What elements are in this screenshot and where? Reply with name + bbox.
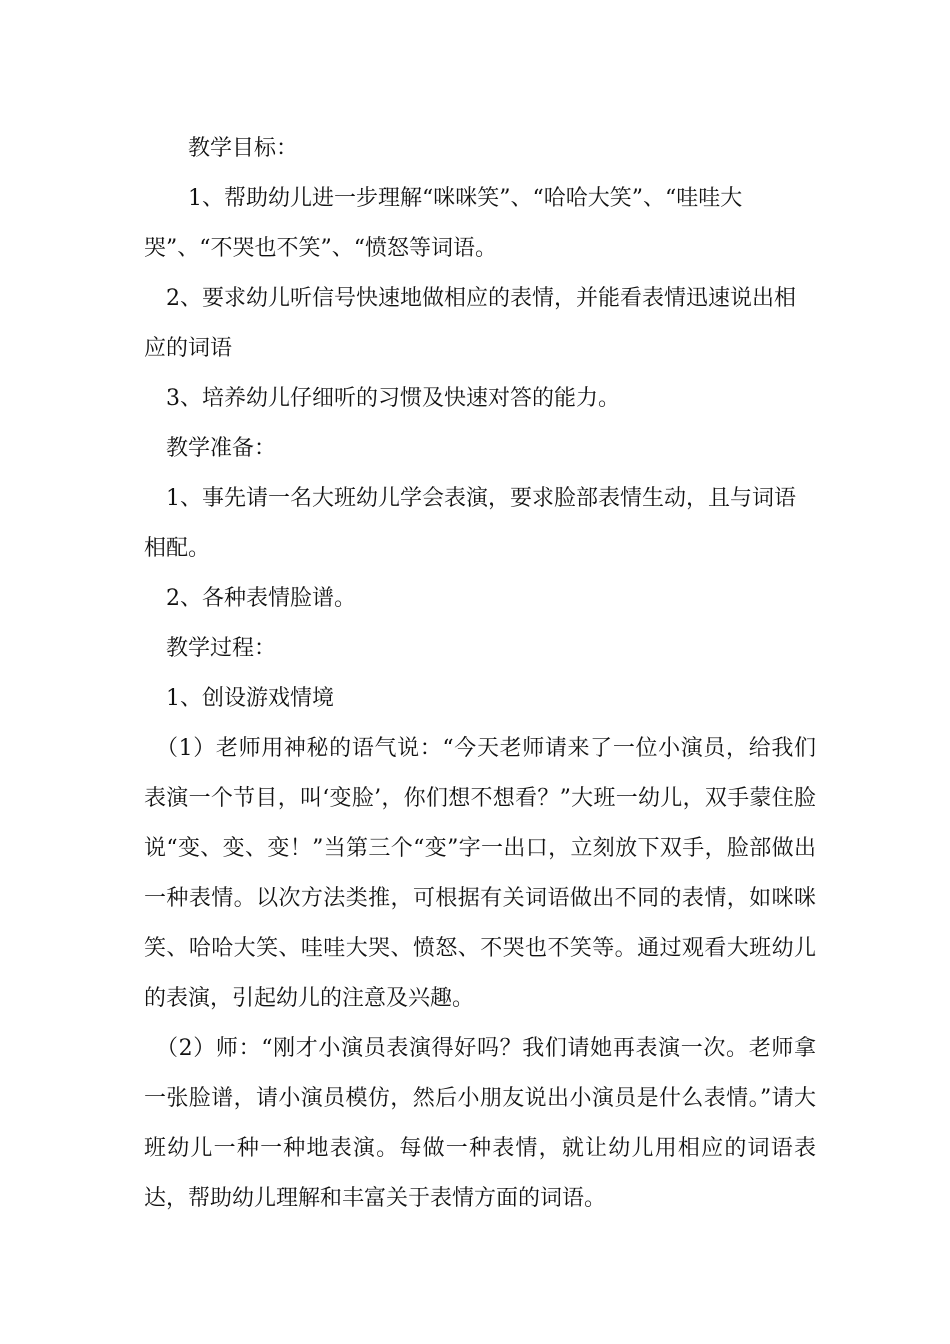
heading-teaching-goals: 教学目标： <box>188 136 299 161</box>
process-step-1: 1、创设游戏情境 <box>166 686 334 711</box>
goal-item-3: 3、培养幼儿仔细听的习惯及快速对答的能力。 <box>166 386 620 411</box>
heading-teaching-process: 教学过程： <box>166 636 277 661</box>
heading-teaching-preparation: 教学准备： <box>166 436 277 461</box>
process-step-1-part-1: （1）老师用神秘的语气说：“今天老师请来了一位小演员，给我们表演一个节目，叫‘变脸’，你们想不想看？”大班一幼儿，双手蒙住脸说“变、变、变！”当第三个“变”字一出口，立刻放下双手，脸部做出一种表情。以次方法类推，可根据有关词语做出不同的表情，如咪咪笑、哈哈大笑、哇哇大哭、愤怒、不哭也不笑等。通过观看大班幼儿的表演，引起幼儿的注意及兴趣。 <box>144 736 816 1011</box>
preparation-item-1: 1、事先请一名大班幼儿学会表演，要求脸部表情生动，且与词语相配。 <box>144 486 796 561</box>
preparation-item-2: 2、各种表情脸谱。 <box>166 586 356 611</box>
process-step-1-part-2: （2）师：“刚才小演员表演得好吗？我们请她再表演一次。老师拿一张脸谱，请小演员模仿，然后小朋友说出小演员是什么表情。”请大班幼儿一种一种地表演。每做一种表情，就让幼儿用相应的词语表达，帮助幼儿理解和丰富关于表情方面的词语。 <box>144 1036 816 1211</box>
document-body <box>144 124 816 1224</box>
goal-item-1: 1、帮助幼儿进一步理解“咪咪笑”、“哈哈大笑”、“哇哇大哭”、“不哭也不笑”、“愤怒等词语。 <box>144 186 743 261</box>
goal-item-2: 2、要求幼儿听信号快速地做相应的表情，并能看表情迅速说出相应的词语 <box>144 286 796 361</box>
